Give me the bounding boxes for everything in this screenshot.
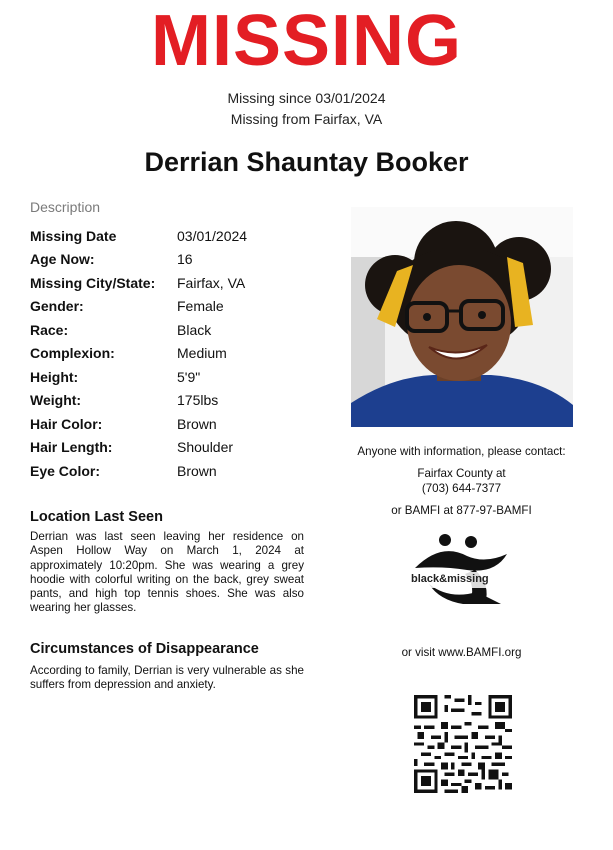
contact-phone: (703) 644-7377 [421, 482, 502, 495]
field-label: Gender: [30, 298, 84, 314]
field-row-city-state [30, 275, 330, 298]
field-label: Complexion: [30, 345, 115, 361]
field-label: Hair Length: [30, 439, 113, 455]
qr-code [414, 695, 512, 793]
field-label: Weight: [30, 392, 82, 408]
field-value: Brown [177, 463, 217, 479]
missing-since: Missing since 03/01/2024 [227, 90, 386, 106]
black-and-missing-logo [405, 534, 515, 604]
field-value: 175lbs [177, 392, 219, 408]
field-row-complexion [30, 345, 330, 368]
field-label: Age Now: [30, 251, 95, 267]
circumstances-title: Circumstances of Disappearance [30, 641, 259, 657]
field-value: 03/01/2024 [177, 228, 248, 244]
field-label: Race: [30, 322, 69, 338]
field-value: Medium [177, 345, 227, 361]
field-value: Fairfax, VA [177, 275, 246, 291]
field-label: Missing Date [30, 228, 117, 244]
field-row-gender [30, 298, 330, 321]
person-name: Derrian Shauntay Booker [144, 147, 469, 177]
contact-agency: Fairfax County at [417, 467, 506, 480]
field-row-age [30, 251, 330, 274]
field-row-height [30, 369, 330, 392]
field-label: Hair Color: [30, 416, 103, 432]
field-row-hair-length [30, 439, 330, 462]
field-value: Black [177, 322, 212, 338]
field-value: 5'9" [177, 369, 201, 385]
field-label: Missing City/State: [30, 275, 156, 291]
field-row-eye-color [30, 463, 330, 486]
contact-intro: Anyone with information, please contact: [357, 445, 566, 458]
location-text: Derrian was last seen leaving her residence on Aspen Hollow Way on March 1, 2024 at approximately 10:20pm. She was wearing a grey hoodie with colorful writing on the back, grey sweat pants, and high top tennis shoes. She was also wearing her glasses. [30, 530, 304, 615]
description-heading: Description [30, 199, 101, 215]
logo-wordmark: black&missing [411, 573, 489, 585]
circumstances-text: According to family, Derrian is very vulnerable as she suffers from depression and anxiety. [30, 664, 304, 692]
missing-person-photo [351, 207, 573, 427]
field-row-hair-color [30, 416, 330, 439]
missing-headline: MISSING [150, 1, 463, 81]
field-row-race [30, 322, 330, 345]
contact-bamfi-phone: or BAMFI at 877-97-BAMFI [391, 504, 532, 517]
field-value: Female [177, 298, 224, 314]
field-value: 16 [177, 251, 193, 267]
field-label: Eye Color: [30, 463, 101, 479]
missing-from: Missing from Fairfax, VA [230, 111, 383, 127]
field-value: Shoulder [177, 439, 234, 455]
field-row-missing-date [30, 228, 330, 251]
field-label: Height: [30, 369, 79, 385]
contact-visit-website: or visit www.BAMFI.org [401, 646, 522, 659]
location-title: Location Last Seen [30, 509, 163, 525]
field-value: Brown [177, 416, 217, 432]
field-row-weight [30, 392, 330, 415]
